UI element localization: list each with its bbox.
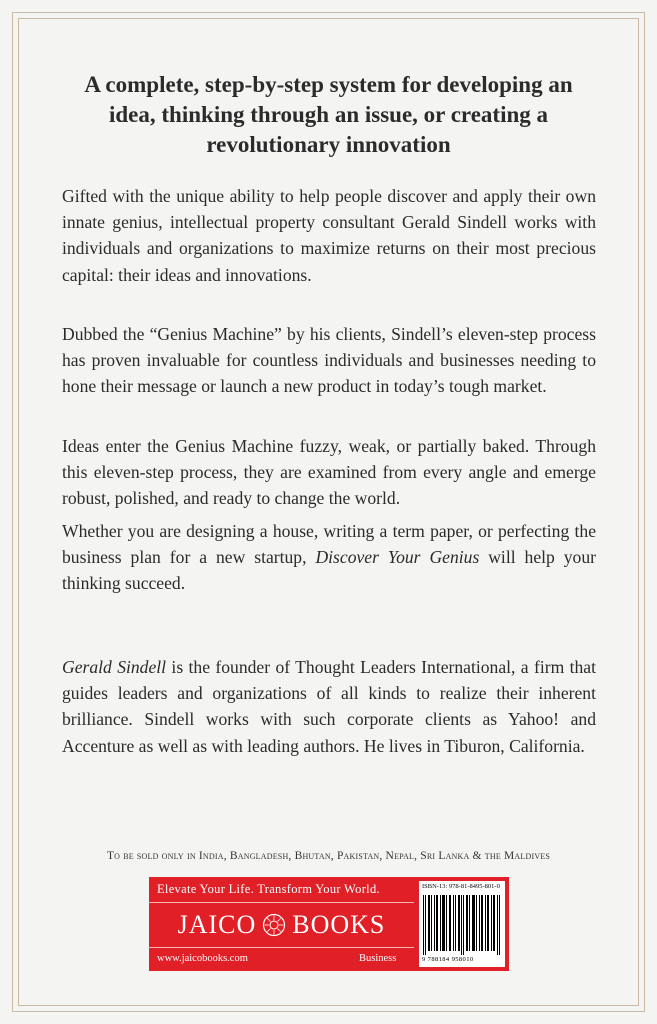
book-title: Discover Your Genius bbox=[315, 547, 480, 568]
publisher-logo bbox=[149, 908, 414, 942]
paragraph-genius-machine: Dubbed the “Genius Machine” by his clients, Sindell’s eleven-step process has proven invaluable for countless individuals and businesses needing to hone their message or launch a new product in today’s tough market. bbox=[62, 324, 596, 397]
paragraph-whether-end: will help your thinking succeed. bbox=[62, 547, 597, 594]
publisher-tagline: Elevate Your Life. Transform Your World. bbox=[157, 882, 380, 896]
divider bbox=[149, 947, 414, 948]
author-name: Gerald Sindell bbox=[62, 657, 167, 677]
divider bbox=[149, 902, 414, 903]
publisher-panel bbox=[149, 877, 414, 971]
paragraph-intro: Gifted with the unique ability to help people discover and apply their own innate genius, intellectual property consultant Gerald Sindell works with individuals and organizations to maximize returns on their most precious capital: their ideas and innovations. bbox=[62, 186, 596, 285]
barcode bbox=[419, 881, 505, 967]
headline: A complete, step-by-step system for developing an idea, thinking through an issue, or creating a revolutionary innovation bbox=[84, 72, 573, 157]
isbn-label: ISBN-13: 978-81-8495-801-0 bbox=[422, 883, 500, 890]
publisher-block bbox=[149, 877, 509, 971]
paragraph-ideas: Ideas enter the Genius Machine fuzzy, weak, or partially baked. Through this eleven-step process, they are examined from every angle and emerge robust, polished, and ready to change the world. bbox=[62, 436, 596, 509]
barcode-digits: 9 788184 958010 bbox=[422, 956, 474, 963]
author-bio bbox=[62, 654, 596, 759]
territory-notice: To be sold only in India, Bangladesh, Bhutan, Pakistan, Nepal, Sri Lanka & the Maldives bbox=[106, 850, 551, 862]
publisher-name-left: JAICO bbox=[177, 910, 257, 939]
barcode-bars bbox=[423, 895, 501, 955]
publisher-website: www.jaicobooks.com bbox=[157, 953, 248, 964]
author-bio-text: is the founder of Thought Leaders International, a firm that guides leaders and organizations of all kinds to realize their inherent brilliance. Sindell works with such corporate clients as Yahoo! and Accenture as well as with leading authors. He lives in Tiburon, California. bbox=[62, 657, 597, 756]
publisher-name-right: BOOKS bbox=[292, 910, 386, 939]
paragraph-whether bbox=[62, 518, 596, 597]
sun-icon bbox=[262, 913, 286, 937]
book-category: Business bbox=[359, 953, 397, 964]
paragraph-whether-start: Whether you are designing a house, writing a term paper, or perfecting the business plan for a new startup, bbox=[62, 521, 596, 568]
